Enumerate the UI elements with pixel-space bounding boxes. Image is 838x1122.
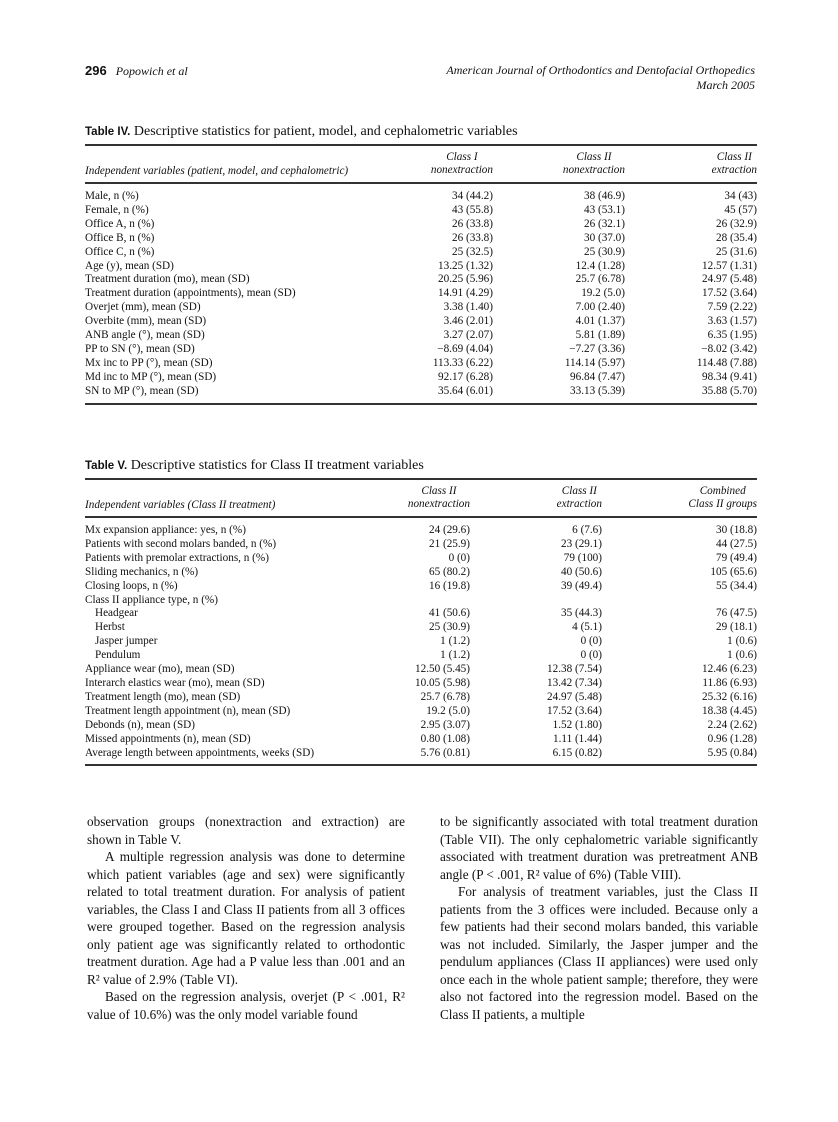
cell-value: 21 (25.9) [428,537,470,550]
table-row [85,357,757,371]
cell-value: 34 (43) [724,190,757,202]
row-label: Sliding mechanics, n (%) [85,565,199,578]
cell-value: −7.27 (3.36) [569,342,625,355]
column-header-group [602,479,757,517]
table-row [85,343,757,357]
row-label: Pendulum [95,649,141,662]
cell-value: 0 (0) [448,551,470,564]
table-row [85,385,757,403]
cell-value: 0.80 (1.08) [420,732,470,745]
table-caption [85,458,757,474]
table-row [85,607,757,621]
table-row [85,691,757,705]
cell-value: 4 (5.1) [572,621,602,634]
body-column-left [87,813,405,1023]
row-label: Male, n (%) [85,190,139,202]
table-grid [85,478,757,764]
cell-value: 41 (50.6) [428,607,470,620]
cell-value: 0.96 (1.28) [707,732,757,745]
cell-value: 3.38 (1.40) [443,301,493,314]
cell-value: 12.50 (5.45) [415,663,470,676]
table-row [85,566,757,580]
cell-value: 26 (33.8) [451,231,493,244]
row-label: Office A, n (%) [85,217,155,230]
table-bottom-rule [85,764,757,766]
cell-value: 79 (49.4) [715,551,757,564]
cell-value: 1 (0.6) [727,649,757,662]
table-row [85,329,757,343]
row-label: ANB angle (°), mean (SD) [85,329,205,342]
table-bottom-rule [85,403,757,405]
cell-value: 43 (55.8) [451,203,493,216]
cell-value: 113.33 (6.22) [432,356,493,369]
row-label: Patients with second molars banded, n (%) [85,537,277,550]
column-header-line: Class I [446,151,478,163]
cell-value: 114.14 (5.97) [564,356,625,369]
table-row [85,719,757,733]
table-iv [85,124,757,405]
cell-value: 23 (29.1) [560,537,602,550]
row-label: Interarch elastics wear (mo), mean (SD) [85,676,265,689]
cell-value: 12.4 (1.28) [575,259,625,272]
table-row [85,315,757,329]
cell-value: 12.38 (7.54) [547,663,602,676]
row-label: Jasper jumper [95,635,158,648]
cell-value: 38 (46.9) [583,190,625,202]
cell-value: 12.57 (1.31) [702,259,757,272]
row-label: Overjet (mm), mean (SD) [85,301,201,314]
table-title: Descriptive statistics for patient, model, and cephalometric variables [133,124,518,139]
column-header-text [408,485,470,511]
column-header-group [410,145,493,183]
column-header-line: Class II groups [688,498,757,510]
cell-value: 33.13 (5.39) [570,384,625,397]
paragraph: to be significantly associated with total treatment duration (Table VII). The only cephalometric variable significantly associated with treatment duration was pretreatment ANB angle (P < .001, R² value of 6%) (Table VIII). [440,814,758,882]
table-row [85,705,757,719]
row-label: Office C, n (%) [85,245,155,258]
row-label: Age (y), mean (SD) [85,259,174,272]
column-header-group [470,479,602,517]
row-label: Female, n (%) [85,203,149,216]
cell-value [390,594,470,608]
paragraph: A multiple regression analysis was done to determine which patient variables (age and sex) were significantly related to total treatment duration. For analysis of patient variables, the Class I and Class II patients from all 3 offices were grouped together. Based on the regression analysis only patient age was significantly related to orthodontic treatment duration. Age had a P value less than .001 and an R² value of 2.9% (Table VI). [87,849,405,987]
table-v [85,458,757,766]
column-header-line: Class II [561,485,597,497]
row-label: Herbst [95,621,125,634]
cell-value: 24.97 (5.48) [702,273,757,286]
row-label: Treatment length appointment (n), mean (SD) [85,704,291,717]
cell-value: 44 (27.5) [715,537,757,550]
column-header-text [431,151,493,177]
column-header-text [557,485,602,511]
column-header-text [563,151,625,177]
cell-value: 26 (32.9) [715,217,757,230]
cell-value: 1 (0.6) [727,635,757,648]
row-label: Debonds (n), mean (SD) [85,718,195,731]
cell-value: 30 (37.0) [583,231,625,244]
column-header-line: Class II [576,151,612,163]
cell-value: 39 (49.4) [560,579,602,592]
running-authors: Popowich et al [115,64,188,78]
issue-date: March 2005 [696,78,755,92]
column-header-line: Class II [421,485,457,497]
cell-value: 4.01 (1.37) [575,315,625,328]
cell-value: 7.00 (2.40) [575,301,625,314]
table-row [85,733,757,747]
row-label: Office B, n (%) [85,231,155,244]
row-label: Mx expansion appliance: yes, n (%) [85,524,246,536]
column-header-line: nonextraction [562,164,625,176]
cell-value: 17.52 (3.64) [702,287,757,300]
row-label: Overbite (mm), mean (SD) [85,315,207,328]
cell-value: 35.64 (6.01) [438,384,493,397]
row-label: Md inc to MP (°), mean (SD) [85,370,217,383]
row-label: Treatment duration (mo), mean (SD) [85,273,250,286]
cell-value: 55 (34.4) [715,579,757,592]
cell-value: 17.52 (3.64) [547,704,602,717]
running-header-right [446,63,755,93]
table-row [85,635,757,649]
row-label: Headgear [95,607,138,620]
table-row [85,663,757,677]
cell-value: 40 (50.6) [560,565,602,578]
cell-value: 25 (30.9) [583,245,625,258]
table-label: Table V. [85,460,128,472]
cell-value: 3.46 (2.01) [443,315,493,328]
table-row [85,246,757,260]
cell-value: 13.42 (7.34) [547,676,602,689]
cell-value: 6 (7.6) [572,524,602,536]
table-caption [85,124,757,140]
cell-value: 11.86 (6.93) [702,676,757,689]
cell-value: −8.69 (4.04) [437,342,493,355]
cell-value: 79 (100) [563,551,602,564]
table-row [85,538,757,552]
cell-value: 96.84 (7.47) [570,370,625,383]
row-label: Treatment duration (appointments), mean (SD) [85,287,296,300]
row-label: Class II appliance type, n (%) [85,593,218,606]
column-header-text [712,151,757,177]
cell-value: 3.27 (2.07) [443,329,493,342]
row-label: SN to MP (°), mean (SD) [85,384,199,397]
cell-value: 25.7 (6.78) [575,273,625,286]
column-header-line: extraction [711,164,757,176]
cell-value: 7.59 (2.22) [707,301,757,314]
cell-value: 0 (0) [580,649,602,662]
column-header-group [493,145,625,183]
table-title: Descriptive statistics for Class II treatment variables [130,458,424,473]
row-label: Average length between appointments, weeks (SD) [85,746,315,759]
cell-value: 1.11 (1.44) [553,732,602,745]
page-number: 296 [85,63,107,78]
table-header-row [85,145,757,183]
cell-value: 45 (57) [724,203,757,216]
cell-value: 43 (53.1) [583,203,625,216]
cell-value: 20.25 (5.96) [438,273,493,286]
cell-value: 30 (18.8) [715,524,757,536]
cell-value: 26 (32.1) [583,217,625,230]
cell-value: 6.35 (1.95) [707,329,757,342]
table-row [85,287,757,301]
table-row [85,594,757,608]
cell-value: 26 (33.8) [451,217,493,230]
cell-value: 114.48 (7.88) [696,356,757,369]
table-row [85,552,757,566]
cell-value: 6.15 (0.82) [552,746,602,759]
table-row [85,649,757,663]
cell-value [602,594,757,608]
column-header-line: nonextraction [430,164,493,176]
row-label: PP to SN (°), mean (SD) [85,342,195,355]
column-header-line: nonextraction [407,498,470,510]
cell-value: 5.76 (0.81) [420,746,470,759]
column-header-line: Class II [716,151,752,163]
row-label: Closing loops, n (%) [85,579,178,592]
table-row [85,232,757,246]
row-label: Treatment length (mo), mean (SD) [85,690,241,703]
cell-value: 25.32 (6.16) [702,690,757,703]
column-header-group [390,479,470,517]
column-header-text [688,485,757,511]
cell-value: 3.63 (1.57) [707,315,757,328]
table-row [85,218,757,232]
paragraph: Based on the regression analysis, overjet (P < .001, R² value of 10.6%) was the only model variable found [87,989,405,1022]
table-row [85,747,757,765]
cell-value: 19.2 (5.0) [426,704,470,717]
table-row [85,301,757,315]
journal-name: American Journal of Orthodontics and Dentofacial Orthopedics [446,63,755,77]
cell-value: 2.95 (3.07) [420,718,470,731]
cell-value: −8.02 (3.42) [701,342,757,355]
cell-value [470,594,602,608]
cell-value: 29 (18.1) [715,621,757,634]
cell-value: 35.88 (5.70) [702,384,757,397]
table-row [85,371,757,385]
cell-value: 92.17 (6.28) [438,370,493,383]
cell-value: 16 (19.8) [428,579,470,592]
cell-value: 98.34 (9.41) [702,370,757,383]
column-header-line: Combined [699,485,746,497]
column-header-variable: Independent variables (patient, model, and cephalometric) [85,165,349,177]
cell-value: 1 (1.2) [440,649,470,662]
row-label: Mx inc to PP (°), mean (SD) [85,356,213,369]
table-row [85,183,757,204]
table-row [85,204,757,218]
table-row [85,260,757,274]
cell-value: 34 (44.2) [451,190,493,202]
paragraph: observation groups (nonextraction and extraction) are shown in Table V. [87,814,405,847]
body-column-right [440,813,758,1023]
cell-value: 19.2 (5.0) [581,287,625,300]
row-label: Appliance wear (mo), mean (SD) [85,663,235,676]
cell-value: 0 (0) [580,635,602,648]
column-header-variable: Independent variables (Class II treatment) [85,499,276,511]
cell-value: 12.46 (6.23) [702,663,757,676]
cell-value: 28 (35.4) [715,231,757,244]
cell-value: 13.25 (1.32) [438,259,493,272]
table-row [85,273,757,287]
table-row [85,580,757,594]
cell-value: 10.05 (5.98) [415,676,470,689]
cell-value: 105 (65.6) [710,565,757,578]
cell-value: 1 (1.2) [440,635,470,648]
cell-value: 25 (31.6) [715,245,757,258]
cell-value: 35 (44.3) [560,607,602,620]
cell-value: 65 (80.2) [428,565,470,578]
cell-value: 5.95 (0.84) [707,746,757,759]
table-row [85,621,757,635]
cell-value: 18.38 (4.45) [702,704,757,717]
cell-value: 25.7 (6.78) [420,690,470,703]
paragraph: For analysis of treatment variables, just the Class II patients from the 3 offices were included. Because only a few patients had their second molars banded, this variable was not included. Similarly, the Jasper jumper and the pendulum appliances (Class II appliances) were used only once each in the whole patient sample; therefore, they were also not factored into the regression model. Based on the Class II patients, a multiple [440,884,758,1022]
running-header-left [85,63,188,79]
cell-value: 5.81 (1.89) [575,329,625,342]
column-header-line: extraction [556,498,602,510]
cell-value: 24 (29.6) [428,524,470,536]
cell-value: 24.97 (5.48) [547,690,602,703]
cell-value: 1.52 (1.80) [552,718,602,731]
column-header-group [625,145,757,183]
row-label: Missed appointments (n), mean (SD) [85,732,251,745]
table-header-row [85,479,757,517]
table-grid [85,144,757,403]
cell-value: 25 (32.5) [451,245,493,258]
table-row [85,677,757,691]
cell-value: 2.24 (2.62) [707,718,757,731]
cell-value: 14.91 (4.29) [438,287,493,300]
cell-value: 76 (47.5) [715,607,757,620]
cell-value: 25 (30.9) [428,621,470,634]
table-label: Table IV. [85,126,131,138]
row-label: Patients with premolar extractions, n (%) [85,551,269,564]
table-row [85,517,757,538]
